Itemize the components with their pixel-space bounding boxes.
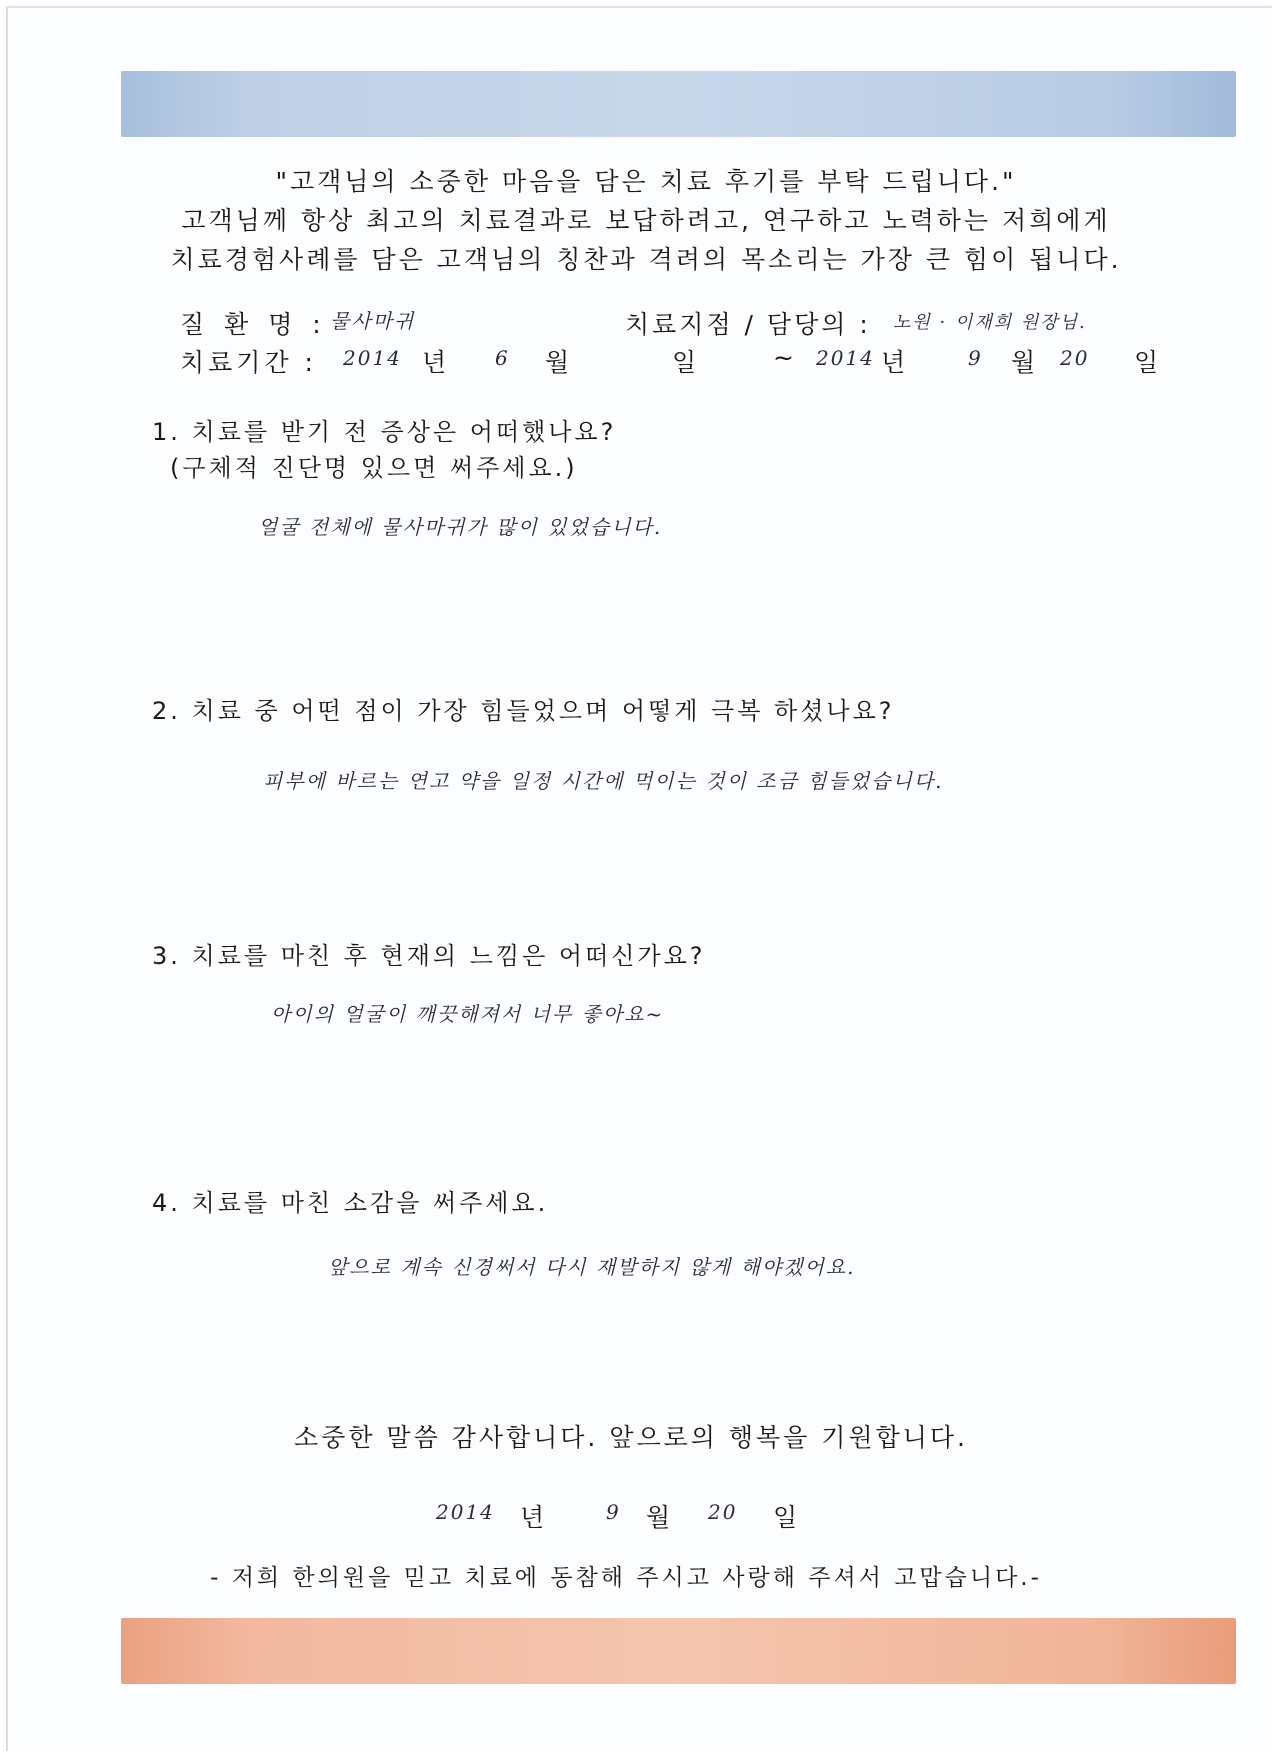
- start-day-unit: 일: [672, 348, 697, 377]
- closing-message: - 저희 한의원을 믿고 치료에 동참해 주시고 사랑해 주셔서 고맙습니다.-: [210, 1565, 1042, 1591]
- question-1: 1. 치료를 받기 전 증상은 어떠했나요?: [152, 418, 617, 446]
- footer-year-value: 2014: [436, 1500, 495, 1524]
- header-line-1: "고객님의 소중한 마음을 담은 치료 후기를 부탁 드립니다.": [275, 167, 1017, 196]
- end-month-value: 9: [968, 346, 983, 370]
- question-4: 4. 치료를 마친 소감을 써주세요.: [152, 1189, 549, 1217]
- answer-3: 아이의 얼굴이 깨끗해져서 너무 좋아요~: [271, 1002, 665, 1026]
- review-form-page: [6, 6, 1272, 1751]
- footer-month-value: 9: [606, 1500, 621, 1524]
- footer-year-unit: 년: [520, 1503, 545, 1532]
- question-3: 3. 치료를 마친 후 현재의 느낌은 어떠신가요?: [152, 942, 706, 970]
- thanks-message: 소중한 말씀 감사합니다. 앞으로의 행복을 기원합니다.: [294, 1423, 968, 1452]
- footer-month-unit: 월: [646, 1503, 671, 1532]
- period-tilde: ~: [773, 343, 794, 372]
- answer-1: 얼굴 전체에 물사마귀가 많이 있었습니다.: [258, 515, 663, 539]
- end-day-value: 20: [1060, 346, 1090, 370]
- question-1-sub: (구체적 진단명 있으면 써주세요.): [170, 454, 578, 482]
- end-year-unit: 년: [881, 348, 906, 377]
- answer-4: 앞으로 계속 신경써서 다시 재발하지 않게 해야겠어요.: [328, 1255, 856, 1279]
- footer-day-value: 20: [708, 1500, 738, 1524]
- end-day-unit: 일: [1134, 348, 1159, 377]
- period-label: 치료기간 :: [180, 348, 317, 377]
- end-year-value: 2014: [816, 346, 875, 370]
- branch-doctor-label: 치료지점 / 담당의 :: [625, 310, 871, 339]
- end-month-unit: 월: [1011, 348, 1036, 377]
- start-month-unit: 월: [545, 348, 570, 377]
- start-month-value: 6: [495, 346, 510, 370]
- answer-2: 피부에 바르는 연고 약을 일정 시간에 먹이는 것이 조금 힘들었습니다.: [263, 769, 944, 793]
- header-line-3: 치료경험사례를 담은 고객님의 칭찬과 격려의 목소리는 가장 큰 힘이 됩니다.: [170, 245, 1122, 274]
- top-decorative-band: [121, 71, 1236, 137]
- branch-doctor-value: 노원 · 이재희 원장님.: [893, 312, 1087, 333]
- start-year-value: 2014: [343, 346, 402, 370]
- disease-value: 물사마귀: [330, 309, 416, 333]
- footer-day-unit: 일: [773, 1503, 798, 1532]
- question-2: 2. 치료 중 어떤 점이 가장 힘들었으며 어떻게 극복 하셨나요?: [152, 697, 895, 725]
- disease-label: 질 환 명 :: [180, 310, 327, 339]
- start-year-unit: 년: [422, 348, 447, 377]
- header-line-2: 고객님께 항상 최고의 치료결과로 보답하려고, 연구하고 노력하는 저희에게: [181, 206, 1111, 235]
- bottom-decorative-band: [121, 1618, 1236, 1684]
